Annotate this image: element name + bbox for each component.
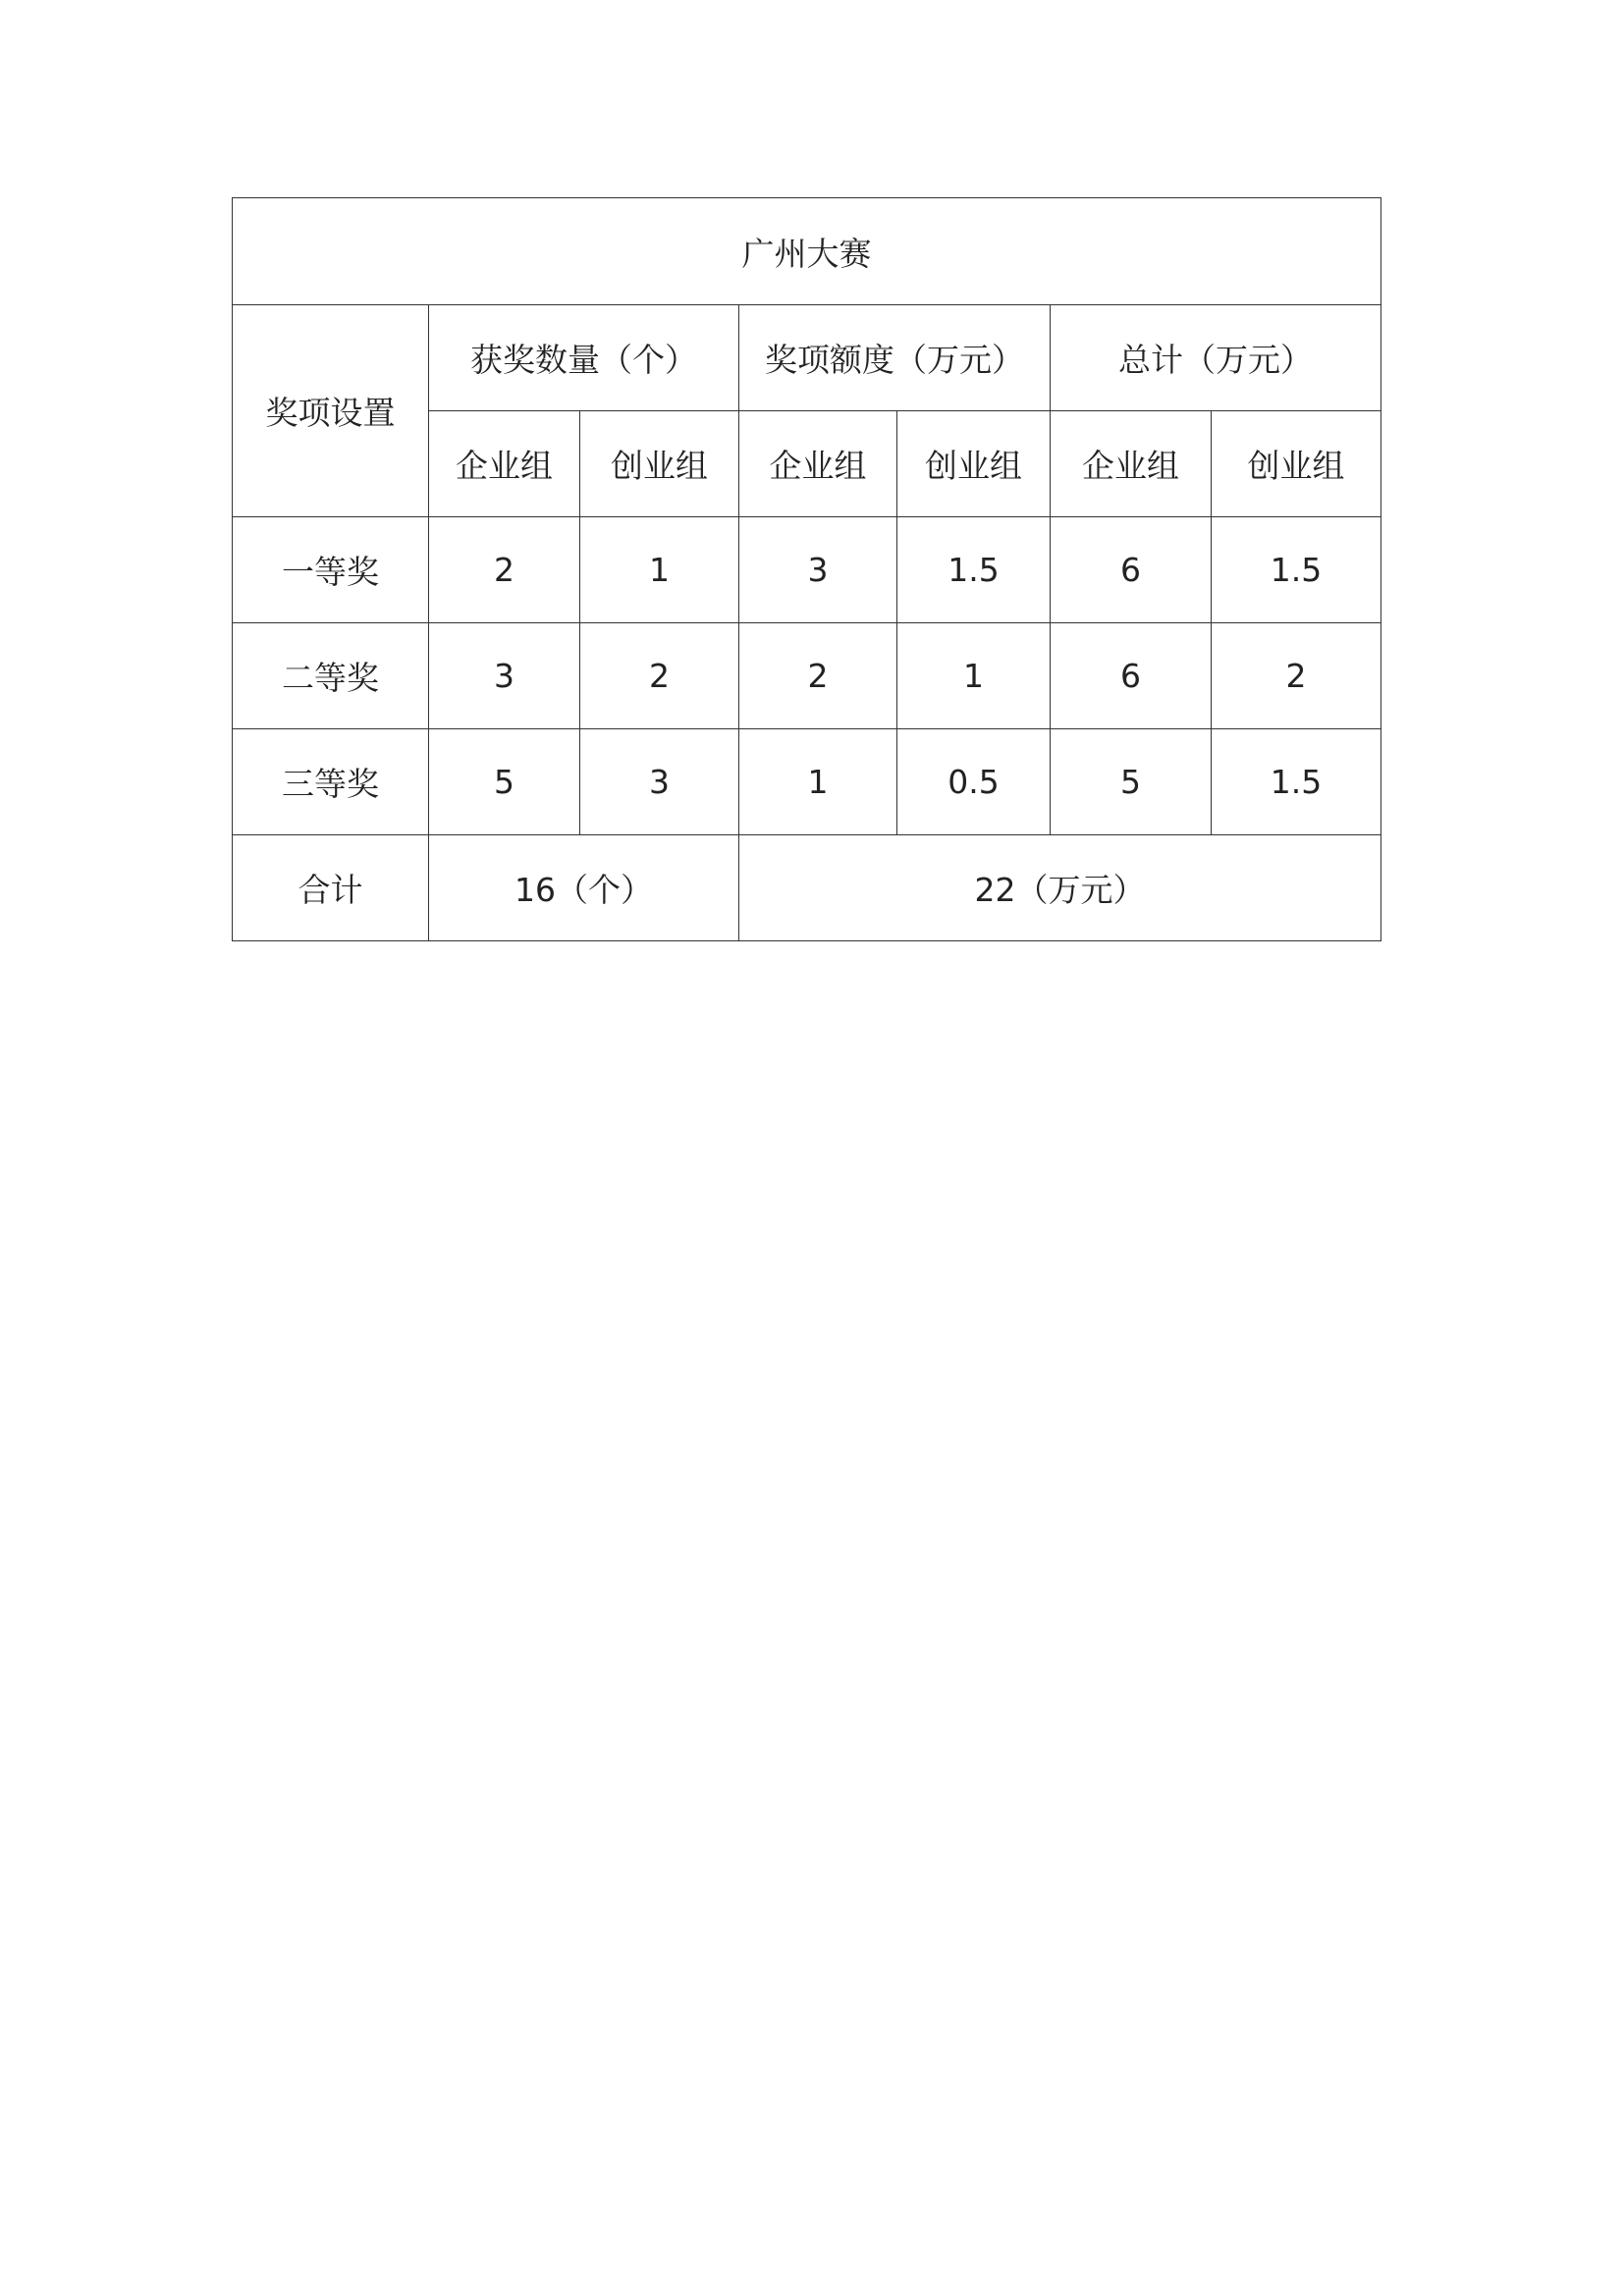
table-cell: 2 <box>429 517 580 623</box>
table-cell: 1 <box>739 729 897 835</box>
subheader-cell: 企业组 <box>429 411 580 517</box>
group-header-row <box>233 305 1381 411</box>
table-cell: 0.5 <box>897 729 1051 835</box>
subheader-cell: 创业组 <box>897 411 1051 517</box>
table-cell: 3 <box>580 729 739 835</box>
total-label: 合计 <box>233 835 429 941</box>
table-cell: 6 <box>1051 623 1212 729</box>
table-row <box>233 517 1381 623</box>
table-cell: 1.5 <box>1212 517 1381 623</box>
subheader-cell: 企业组 <box>739 411 897 517</box>
table-row <box>233 623 1381 729</box>
table-cell: 3 <box>739 517 897 623</box>
group-header-amount: 奖项额度（万元） <box>739 305 1051 411</box>
table-cell: 1.5 <box>1212 729 1381 835</box>
table-cell: 5 <box>429 729 580 835</box>
subheader-cell: 企业组 <box>1051 411 1212 517</box>
title-row <box>233 198 1381 305</box>
table-cell: 2 <box>1212 623 1381 729</box>
table-row <box>233 729 1381 835</box>
table-cell: 1 <box>580 517 739 623</box>
row-label: 二等奖 <box>233 623 429 729</box>
total-count: 16（个） <box>429 835 739 941</box>
table-title: 广州大赛 <box>233 198 1381 305</box>
table-cell: 1 <box>897 623 1051 729</box>
group-header-total: 总计（万元） <box>1051 305 1381 411</box>
table-cell: 2 <box>580 623 739 729</box>
total-row <box>233 835 1381 941</box>
table-cell: 6 <box>1051 517 1212 623</box>
subheader-cell: 创业组 <box>1212 411 1381 517</box>
award-table <box>232 197 1381 941</box>
table-cell: 3 <box>429 623 580 729</box>
total-amount: 22（万元） <box>739 835 1381 941</box>
table-cell: 2 <box>739 623 897 729</box>
corner-label: 奖项设置 <box>233 305 429 517</box>
table-cell: 1.5 <box>897 517 1051 623</box>
row-label: 三等奖 <box>233 729 429 835</box>
table-cell: 5 <box>1051 729 1212 835</box>
subheader-cell: 创业组 <box>580 411 739 517</box>
row-label: 一等奖 <box>233 517 429 623</box>
group-header-count: 获奖数量（个） <box>429 305 739 411</box>
